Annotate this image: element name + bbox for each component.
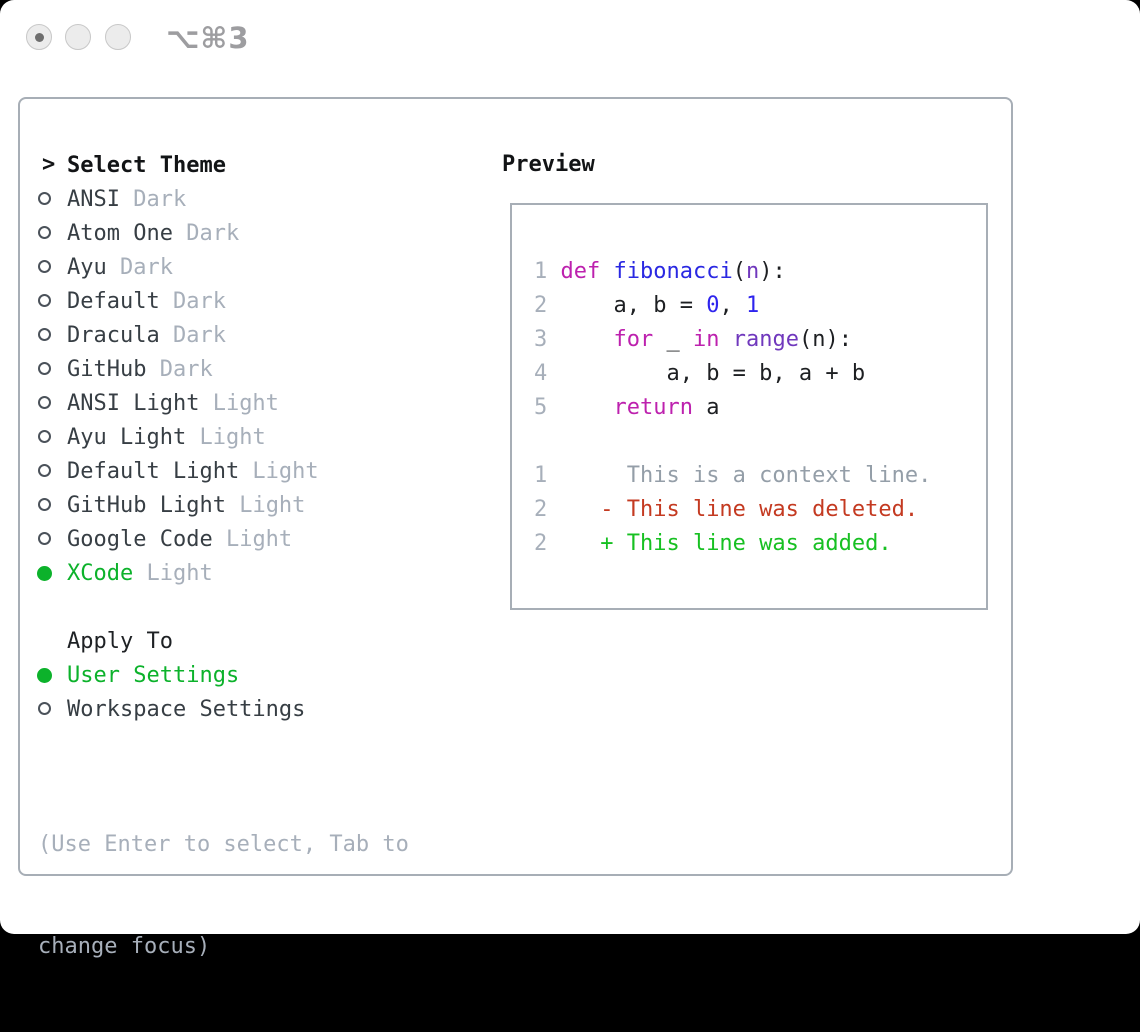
- theme-variant: Dark: [159, 288, 226, 314]
- apply-to-label: User Settings: [67, 662, 240, 688]
- theme-option[interactable]: [36, 556, 486, 590]
- theme-variant: Dark: [106, 254, 173, 280]
- code-token: def: [560, 259, 601, 284]
- selection-cursor: [36, 148, 67, 182]
- theme-name: GitHub: [67, 356, 147, 382]
- theme-variant: Light: [225, 492, 306, 518]
- code-token: fibonacci: [613, 259, 733, 284]
- code-token: for: [613, 327, 654, 352]
- theme-name: Ayu Light: [67, 424, 187, 450]
- radio-glyph: [38, 464, 51, 477]
- code-token: [600, 259, 613, 284]
- code-block: [534, 255, 931, 561]
- theme-variant: Light: [239, 458, 319, 484]
- code-token: in: [692, 327, 720, 352]
- theme-name: Google Code: [67, 526, 213, 552]
- radio-glyph: [37, 566, 52, 581]
- theme-list-column: [36, 148, 486, 1032]
- theme-variant: Light: [186, 424, 266, 450]
- help-text-line2: change focus): [38, 934, 211, 959]
- help-text-line1: (Use Enter to select, Tab to: [38, 832, 409, 857]
- theme-variant: Dark: [172, 220, 240, 246]
- radio-glyph: [38, 396, 51, 409]
- theme-variant: Dark: [159, 322, 226, 348]
- code-token: (n):: [798, 327, 852, 352]
- radio-unselected-icon: [36, 386, 67, 420]
- radio-glyph: [38, 328, 51, 341]
- theme-variant: Light: [199, 390, 279, 416]
- help-text: [36, 760, 486, 1032]
- code-token: return: [613, 395, 693, 420]
- apply-to-option[interactable]: [36, 658, 486, 692]
- theme-variant: Dark: [119, 186, 187, 212]
- code-line: [534, 391, 931, 425]
- theme-variant: Light: [133, 560, 213, 586]
- radio-unselected-icon: [36, 284, 67, 318]
- radio-glyph: [38, 192, 51, 205]
- code-token: _: [653, 327, 693, 352]
- code-token: 0: [706, 293, 720, 318]
- code-token: [561, 327, 614, 352]
- line-number: 2: [534, 531, 548, 556]
- code-line: [534, 255, 931, 289]
- radio-unselected-icon: [36, 488, 67, 522]
- code-token: [547, 361, 560, 386]
- code-token: (: [732, 259, 746, 284]
- theme-picker-panel: [18, 97, 1013, 959]
- code-token: a, b = b, a + b: [560, 361, 866, 386]
- window-button-1[interactable]: [26, 24, 52, 50]
- theme-option[interactable]: [36, 216, 486, 250]
- radio-unselected-icon: [36, 692, 67, 726]
- radio-unselected-icon: [36, 522, 67, 556]
- theme-variant: Light: [212, 526, 293, 552]
- code-line: [534, 323, 931, 357]
- theme-option[interactable]: [36, 454, 486, 488]
- theme-name: Atom One: [67, 220, 173, 246]
- apply-to-option[interactable]: [36, 692, 486, 726]
- theme-name: ANSI: [67, 186, 120, 212]
- theme-option[interactable]: [36, 284, 486, 318]
- diff-text: - This line was deleted.: [547, 497, 919, 522]
- line-number: 1: [534, 259, 548, 284]
- apply-to-header: [36, 624, 486, 658]
- code-token: ,: [719, 293, 746, 318]
- active-dot-icon: [35, 33, 44, 42]
- radio-glyph: [38, 226, 51, 239]
- titlebar: [0, 0, 1140, 70]
- apply-to-list: [36, 658, 486, 726]
- diff-line-context: [534, 459, 931, 493]
- window-button-2[interactable]: [65, 24, 91, 50]
- line-number: 1: [534, 463, 548, 488]
- theme-option[interactable]: [36, 250, 486, 284]
- radio-selected-icon: [36, 556, 67, 590]
- keyboard-shortcut-label: ⌥⌘3: [166, 21, 250, 55]
- line-number: 3: [534, 327, 548, 352]
- theme-name: Dracula: [67, 322, 160, 348]
- window-button-3[interactable]: [105, 24, 131, 50]
- radio-unselected-icon: [36, 454, 67, 488]
- diff-line-deleted: [534, 493, 931, 527]
- theme-option[interactable]: [36, 488, 486, 522]
- code-preview-box: [510, 203, 988, 610]
- radio-glyph: [38, 362, 51, 375]
- radio-unselected-icon: [36, 182, 67, 216]
- theme-list-header: [36, 148, 486, 182]
- cursor-arrow-icon: >: [42, 152, 56, 177]
- radio-glyph: [38, 260, 51, 273]
- diff-line-added: [534, 527, 931, 561]
- code-token: ):: [759, 259, 786, 284]
- code-token: [547, 327, 560, 352]
- code-token: range: [732, 327, 799, 352]
- theme-list: [36, 182, 486, 590]
- code-token: [547, 395, 560, 420]
- code-token: [547, 259, 560, 284]
- code-token: a: [692, 395, 720, 420]
- theme-option[interactable]: [36, 420, 486, 454]
- theme-option[interactable]: [36, 318, 486, 352]
- spacer: [36, 590, 486, 624]
- code-token: 1: [745, 293, 760, 318]
- radio-selected-icon: [36, 658, 67, 692]
- code-token: a, b =: [560, 293, 707, 318]
- diff-text: This is a context line.: [547, 463, 932, 488]
- theme-option[interactable]: [36, 182, 486, 216]
- theme-list-title: Select Theme: [67, 152, 226, 178]
- radio-glyph: [38, 532, 51, 545]
- diff-text: + This line was added.: [547, 531, 892, 556]
- code-token: [719, 327, 732, 352]
- code-line: [534, 289, 931, 323]
- line-number: 5: [534, 395, 548, 420]
- code-token: [547, 293, 560, 318]
- preview-title: Preview: [502, 152, 595, 177]
- line-number: 2: [534, 293, 548, 318]
- spacer: [36, 726, 486, 760]
- theme-option[interactable]: [36, 522, 486, 556]
- code-token: n: [745, 259, 760, 284]
- theme-name: ANSI Light: [67, 390, 200, 416]
- radio-glyph: [38, 702, 51, 715]
- radio-glyph: [38, 430, 51, 443]
- radio-unselected-icon: [36, 352, 67, 386]
- theme-variant: Dark: [146, 356, 213, 382]
- blank-line: [534, 425, 931, 459]
- radio-unselected-icon: [36, 318, 67, 352]
- line-number: 4: [534, 361, 548, 386]
- theme-option[interactable]: [36, 386, 486, 420]
- theme-name: Ayu: [67, 254, 107, 280]
- line-number: 2: [534, 497, 548, 522]
- marker-empty: [36, 624, 67, 658]
- theme-name: Default: [67, 288, 160, 314]
- theme-name: Default Light: [67, 458, 240, 484]
- theme-name: XCode: [67, 560, 134, 586]
- radio-glyph: [38, 498, 51, 511]
- code-token: [561, 395, 614, 420]
- radio-unselected-icon: [36, 216, 67, 250]
- radio-unselected-icon: [36, 250, 67, 284]
- apply-to-title: Apply To: [67, 628, 173, 654]
- code-line: [534, 357, 931, 391]
- theme-option[interactable]: [36, 352, 486, 386]
- apply-to-label: Workspace Settings: [67, 696, 306, 722]
- theme-name: GitHub Light: [67, 492, 226, 518]
- radio-glyph: [37, 668, 52, 683]
- radio-glyph: [38, 294, 51, 307]
- radio-unselected-icon: [36, 420, 67, 454]
